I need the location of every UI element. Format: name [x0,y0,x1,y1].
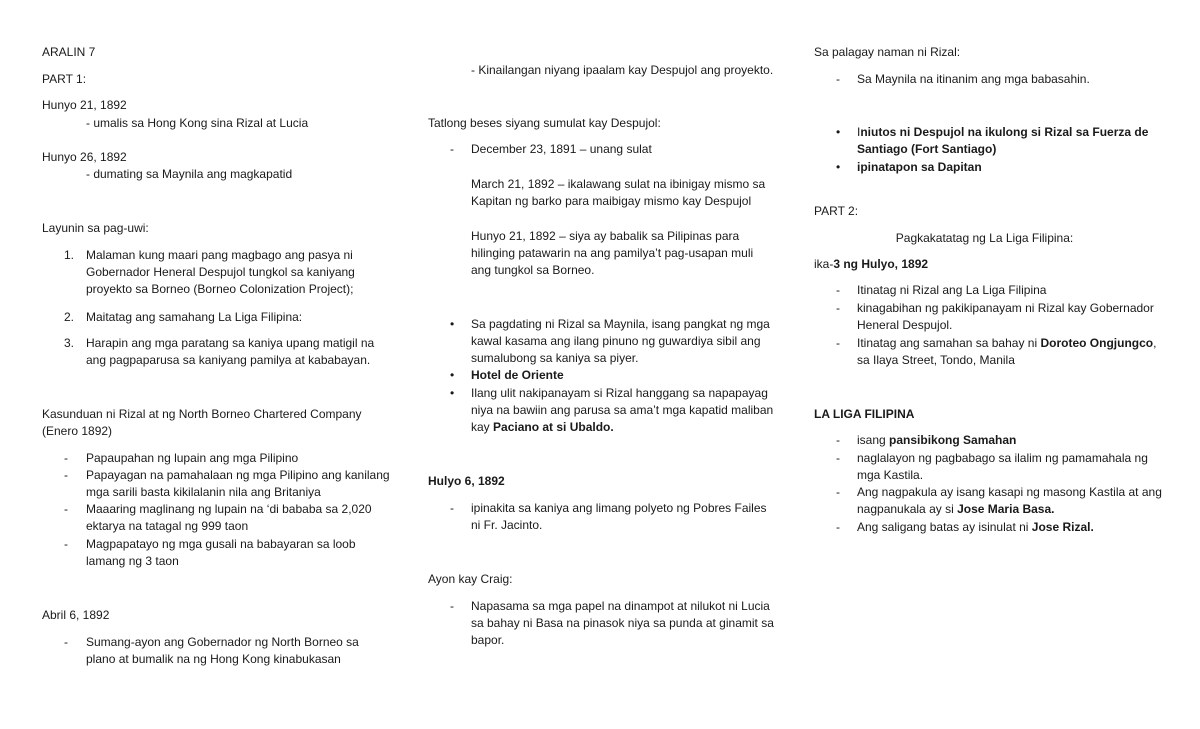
craig-heading: Ayon kay Craig: [428,572,513,586]
item-line: ang pagpaparusa sa kaniyang pamilya at kababayan. [86,353,371,367]
dash-marker: - [836,72,840,86]
bullet-icon: • [836,160,841,174]
dash-marker: - [450,142,454,156]
item-line: sumalubong sa kaniya sa piyer. [471,351,639,365]
section-title: Pagkakatatag ng La Liga Filipina: [895,231,1074,245]
dash-marker: - [64,635,68,649]
dash-marker: - [836,520,840,534]
item-line: mga Kastila. [857,468,924,482]
dash-marker: - [836,433,840,447]
item-line: Magpapatayo ng mga gusali na babayaran sa loob [86,537,356,551]
item-line: Hotel de Oriente [471,368,564,382]
item-line: hilinging patawarin na ang pamilya’t pag-usapan muli [471,246,754,260]
item-line: sa bahay ni Basa na pinasok niya sa punda at ginamit sa [471,616,774,630]
item-line: Itinatag ni Rizal ang La Liga Filipina [857,283,1047,297]
layunin-heading: Layunin sa pag-uwi: [42,221,149,235]
item-line: Harapin ang mga paratang sa kaniya upang matigil na [86,336,375,350]
item-line: niya na bawiin ang parusa sa ama’t mga kapatid maliban [471,403,774,417]
item-line: Santiago (Fort Santiago) [857,142,997,156]
liga-heading: LA LIGA FILIPINA [814,407,915,421]
list-number: 2. [64,310,75,324]
date-item: - umalis sa Hong Kong sina Rizal at Lucia [86,116,309,130]
date-item: - dumating sa Maynila ang magkapatid [86,167,293,181]
bullet-icon: • [450,317,455,331]
plain-text: ika- [814,257,834,271]
plain-text: Itinatag ang samahan sa bahay ni [857,336,1041,350]
item-line [857,519,1094,536]
item-line: Gobernador Heneral Despujol tungkol sa kaniyang [86,265,355,279]
item-line: Papayagan na pamahalaan ng mga Pilipino ang kanilang [86,468,390,482]
item-line: Sa Maynila na itinanim ang mga babasahin. [857,72,1090,86]
dash-marker: - [836,336,840,350]
item-line [857,124,1148,141]
item-line: ni Fr. Jacinto. [471,518,543,532]
plain-text: Ang saligang batas ay isinulat ni [857,520,1032,534]
dash-marker: - [836,283,840,297]
date-heading [814,256,928,273]
list-number: 3. [64,336,75,350]
item-line: Sumang-ayon ang Gobernador ng North Borneo sa [86,635,359,649]
bold-text: 3 ng Hulyo, 1892 [833,257,929,271]
item-line: naglalayon ng pagbabago sa ilalim ng pamamahala ng [857,451,1148,465]
bold-name: Jose Rizal. [1031,520,1094,534]
item-line: kinagabihan ng pakikipanayam ni Rizal kay Gobernador [857,301,1154,315]
item-line: Sa pagdating ni Rizal sa Maynila, isang pangkat ng mga [471,317,770,331]
item-line: lamang ng 3 taon [86,554,179,568]
bold-text: niutos ni Despujol na ikulong si Rizal sa Fuerza de [860,125,1149,139]
text-line: - Kinailangan niyang ipaalam kay Despujol ang proyekto. [471,63,774,77]
item-line: sa Ilaya Street, Tondo, Manila [857,353,1015,367]
bold-name: Doroteo Ongjungco [1040,336,1154,350]
date-heading: Hunyo 21, 1892 [42,98,127,112]
list-number: 1. [64,248,75,262]
item-line: ipinakita sa kaniya ang limang polyeto ng Pobres Failes [471,501,767,515]
kasunduan-heading: (Enero 1892) [42,424,113,438]
dash-marker: - [64,502,68,516]
item-line: Heneral Despujol. [857,318,953,332]
dash-marker: - [450,501,454,515]
item-line: Kapitan ng barko para maibigay mismo kay Despujol [471,194,752,208]
item-line: Maaaring maglinang ng lupain na ‘di bababa sa 2,020 [86,502,372,516]
dash-marker: - [64,537,68,551]
item-line: Ilang ulit nakipanayam si Rizal hanggang sa napapayag [471,386,768,400]
plain-text: isang [857,433,890,447]
plain-text: kay [471,420,494,434]
dash-marker: - [836,301,840,315]
bold-name: Jose Maria Basa. [957,502,1055,516]
item-line: kawal kasama ang ilang pinuno ng guwardiya sibil ang [471,334,761,348]
item-line: Malaman kung maari pang magbago ang pasya ni [86,248,353,262]
bullet-icon: • [450,368,455,382]
dash-marker: - [836,451,840,465]
bold-text: pansibikong Samahan [889,433,1017,447]
tatlong-heading: Tatlong beses siyang sumulat kay Despujol: [428,116,661,130]
item-line [857,432,1016,449]
part-2-heading: PART 2: [814,204,859,218]
palagay-heading: Sa palagay naman ni Rizal: [814,45,961,59]
item-line [857,501,1162,518]
item-line: bapor. [471,633,505,647]
plain-text: , [1153,336,1157,350]
item-line: Hunyo 21, 1892 – siya ay babalik sa Pilipinas para [471,229,740,243]
part-1-heading: PART 1: [42,72,87,86]
item-line: mga sarili basta kikilalanin nila ang Britaniya [86,485,321,499]
date-heading: Hunyo 26, 1892 [42,150,127,164]
lesson-title: ARALIN 7 [42,45,96,59]
item-line [857,335,1156,352]
item-line: ipinatapon sa Dapitan [857,160,982,174]
item-line: ektarya na tatagal ng 999 taon [86,519,249,533]
dash-marker: - [64,451,68,465]
item-line: March 21, 1892 – ikalawang sulat na ibinigay mismo sa [471,177,766,191]
item-line: plano at bumalik na ng Hong Kong kinabukasan [86,652,341,666]
item-line: proyekto sa Borneo (Borneo Colonization Project); [86,282,354,296]
item-line [471,419,773,436]
item-line: Papaupahan ng lupain ang mga Pilipino [86,451,299,465]
bold-name: Paciano at si Ubaldo. [493,420,614,434]
date-heading: Abril 6, 1892 [42,608,110,622]
item-line: Ang nagpakula ay isang kasapi ng masong Kastila at ang [857,485,1162,499]
item-line: December 23, 1891 – unang sulat [471,142,652,156]
bullet-icon: • [836,125,841,139]
plain-text: I [857,125,861,139]
item-line: Maitatag ang samahang La Liga Filipina: [86,310,303,324]
item-line: Napasama sa mga papel na dinampot at nilukot ni Lucia [471,599,770,613]
dash-marker: - [64,468,68,482]
plain-text: nagpanukala ay si [857,502,958,516]
kasunduan-heading: Kasunduan ni Rizal at ng North Borneo Chartered Company [42,407,362,421]
item-line: ang tungkol sa Borneo. [471,263,595,277]
bullet-icon: • [450,386,455,400]
dash-marker: - [450,599,454,613]
date-heading: Hulyo 6, 1892 [428,474,505,488]
dash-marker: - [836,485,840,499]
